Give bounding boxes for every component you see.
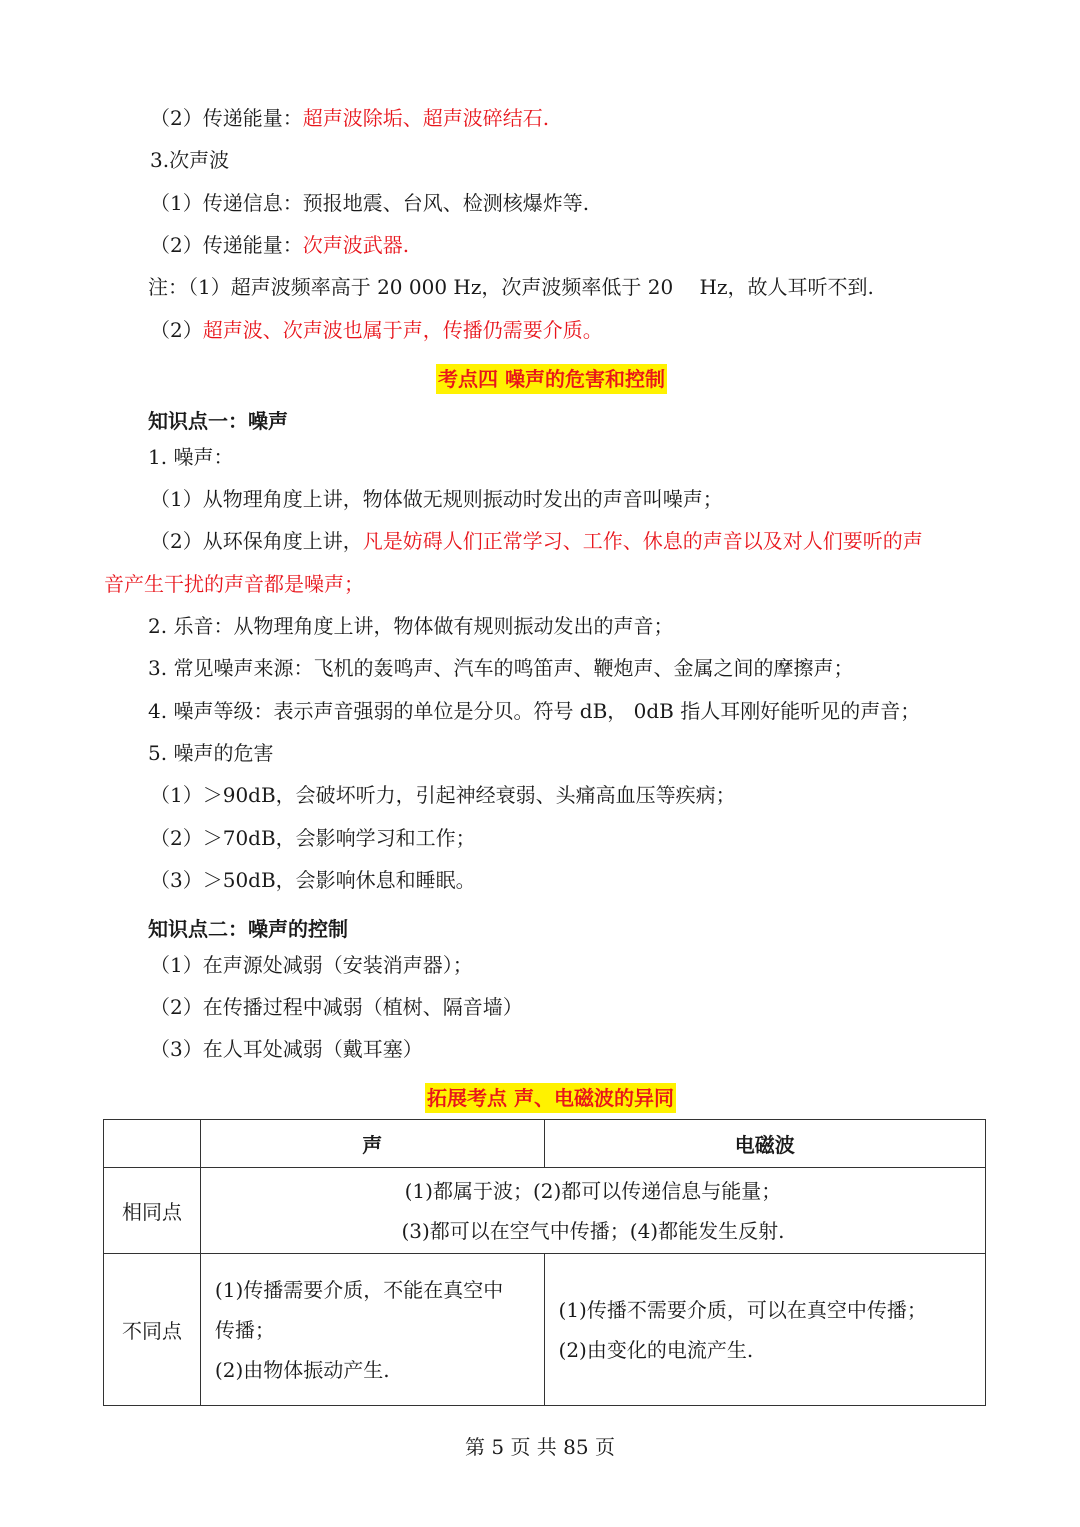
noise-physics-definition: （1）从物理角度上讲，物体做无规则振动时发出的声音叫噪声；	[150, 487, 723, 511]
table-row-differences	[104, 1254, 986, 1406]
note-line-1: 注：（1）超声波频率高于 20 000 Hz，次声波频率低于 20 Hz，故人耳听不到.	[148, 275, 874, 299]
section-heading: 考点四 噪声的危害和控制	[436, 364, 667, 394]
noise-sources: 3. 常见噪声来源：飞机的轰鸣声、汽车的鸣笛声、鞭炮声、金属之间的摩擦声；	[148, 656, 854, 680]
knowledge-point-1-title: 知识点一：噪声	[148, 409, 288, 433]
page-number: 第 5 页 共 85 页	[465, 1435, 615, 1459]
sound-differences-cell	[200, 1254, 544, 1406]
similarities-cell	[200, 1168, 985, 1254]
label: （2）	[150, 318, 203, 342]
music-sound-definition: 2. 乐音：从物理角度上讲，物体做有规则振动发出的声音；	[148, 614, 674, 638]
noise-env-definition-line2: 音产生干扰的声音都是噪声；	[104, 572, 364, 596]
noise-levels: 4. 噪声等级：表示声音强弱的单位是分贝。符号 dB， 0dB 指人耳刚好能听见的声音；	[148, 699, 921, 723]
note-line-2	[150, 316, 603, 344]
noise-harm-70db: （2）＞70dB，会影响学习和工作；	[150, 826, 476, 850]
knowledge-point-2-title: 知识点二：噪声的控制	[148, 917, 348, 941]
header-empty-cell	[104, 1120, 201, 1168]
table-header-row	[104, 1120, 986, 1168]
noise-title: 1. 噪声：	[148, 445, 234, 469]
similarities-line-1: (1)都属于波；(2)都可以传递信息与能量；	[404, 1178, 782, 1203]
label: （2）从环保角度上讲，	[150, 529, 363, 553]
differences-label: 不同点	[104, 1254, 201, 1406]
control-at-source: （1）在声源处减弱（安装消声器）；	[150, 953, 473, 977]
ultrasound-energy-line	[150, 104, 549, 132]
noise-env-definition-line1	[150, 527, 923, 555]
similarities-label: 相同点	[104, 1168, 201, 1254]
em-diff-line-2: (2)由变化的电流产生.	[558, 1337, 754, 1362]
control-at-ear: （3）在人耳处减弱（戴耳塞）	[150, 1037, 423, 1061]
noise-harm-title: 5. 噪声的危害	[148, 741, 274, 765]
noise-harm-90db: （1）＞90dB，会破坏听力，引起神经衰弱、头痛高血压等疾病；	[150, 783, 736, 807]
infrasound-title: 3.次声波	[150, 148, 230, 172]
red-text: 凡是妨碍人们正常学习、工作、休息的声音以及对人们要听的声	[362, 529, 923, 553]
similarities-line-2: (3)都可以在空气中传播；(4)都能发生反射.	[401, 1218, 785, 1243]
infrasound-info-line: （1）传递信息：预报地震、台风、检测核爆炸等.	[150, 191, 590, 215]
infrasound-energy-line	[150, 231, 409, 259]
table-row-similarities	[104, 1168, 986, 1254]
red-text: 超声波除垢、超声波碎结石.	[302, 106, 550, 130]
em-differences-cell	[544, 1254, 985, 1406]
sound-diff-line-3: (2)由物体振动产生.	[214, 1357, 390, 1382]
em-diff-line-1: (1)传播不需要介质，可以在真空中传播；	[558, 1297, 927, 1322]
header-em-wave: 电磁波	[544, 1120, 985, 1168]
sound-diff-line-1: (1)传播需要介质，不能在真空中	[214, 1277, 504, 1302]
header-sound: 声	[200, 1120, 544, 1168]
red-text: 超声波、次声波也属于声，传播仍需要介质。	[202, 318, 603, 342]
control-in-transmission: （2）在传播过程中减弱（植树、隔音墙）	[150, 995, 523, 1019]
sound-diff-line-2: 传播；	[214, 1317, 275, 1342]
label: （2）传递能量：	[150, 106, 303, 130]
extension-heading: 拓展考点 声、电磁波的异同	[425, 1083, 676, 1113]
comparison-table	[103, 1119, 986, 1406]
noise-harm-50db: （3）＞50dB，会影响休息和睡眠。	[150, 868, 476, 892]
red-text: 次声波武器.	[302, 233, 410, 257]
label: （2）传递能量：	[150, 233, 303, 257]
